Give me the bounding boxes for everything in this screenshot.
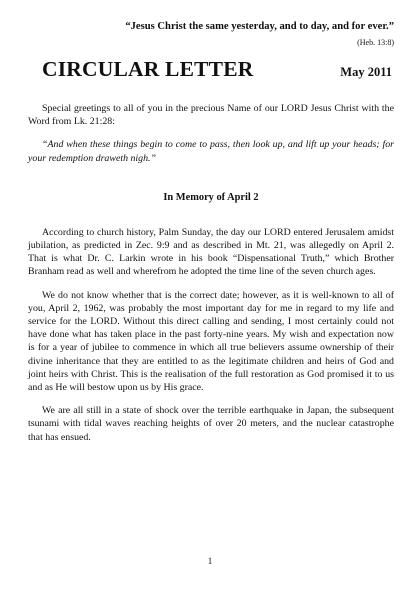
section-heading: In Memory of April 2: [163, 191, 259, 203]
greeting-paragraph: Special greetings to all of you in the precious Name of our LORD Jesus Christ with the Word from Lk. 21:28:: [28, 103, 394, 128]
page-title: CIRCULAR LETTER: [42, 57, 254, 81]
body-paragraph: We do not know whether that is the correct date; however, as it is well-known to all of you, April 2, 1962, was probably the most important day for me in regard to my life and service for the LORD. Without this direct calling and sending, I most certainly could not have done what has taken place in the past forty-nine years. My wish and expectation now is for a year of jubilee to commence in which all true believers assume ownership of their divine inheritance that they are entitled to as the legitimate children and heirs of God and joint heirs with Christ. This is the realisation of the full restoration as God promised it to us and as He will bestow upon us by His grace.: [28, 289, 394, 394]
epigraph-reference: (Heb. 13:8): [357, 38, 394, 47]
body-paragraph: According to church history, Palm Sunday, the day our LORD entered Jerusalem amidst jubilation, as predicted in Zec. 9:9 and as described in Mt. 21, was allegedly on April 2. That is what Dr. C. Larkin wrote in his book “Dispensational Truth,” which Brother Branham read as well and wherefrom he adopted the time line of the seven church ages.: [28, 226, 394, 278]
epigraph-quote: “Jesus Christ the same yesterday, and to day, and for ever.”: [125, 21, 394, 32]
page-number: 1: [207, 556, 213, 566]
title-bar: [42, 57, 392, 82]
letter-date: May 2011: [340, 65, 392, 79]
scripture-quote: “And when these things begin to come to pass, then look up, and lift up your heads; for your redemption draweth nigh.”: [28, 139, 394, 164]
body-paragraph: We are all still in a state of shock over the terrible earthquake in Japan, the subsequent tsunami with tidal waves reaching heights of over 20 meters, and the nuclear catastrophe that has ensued.: [28, 405, 394, 443]
